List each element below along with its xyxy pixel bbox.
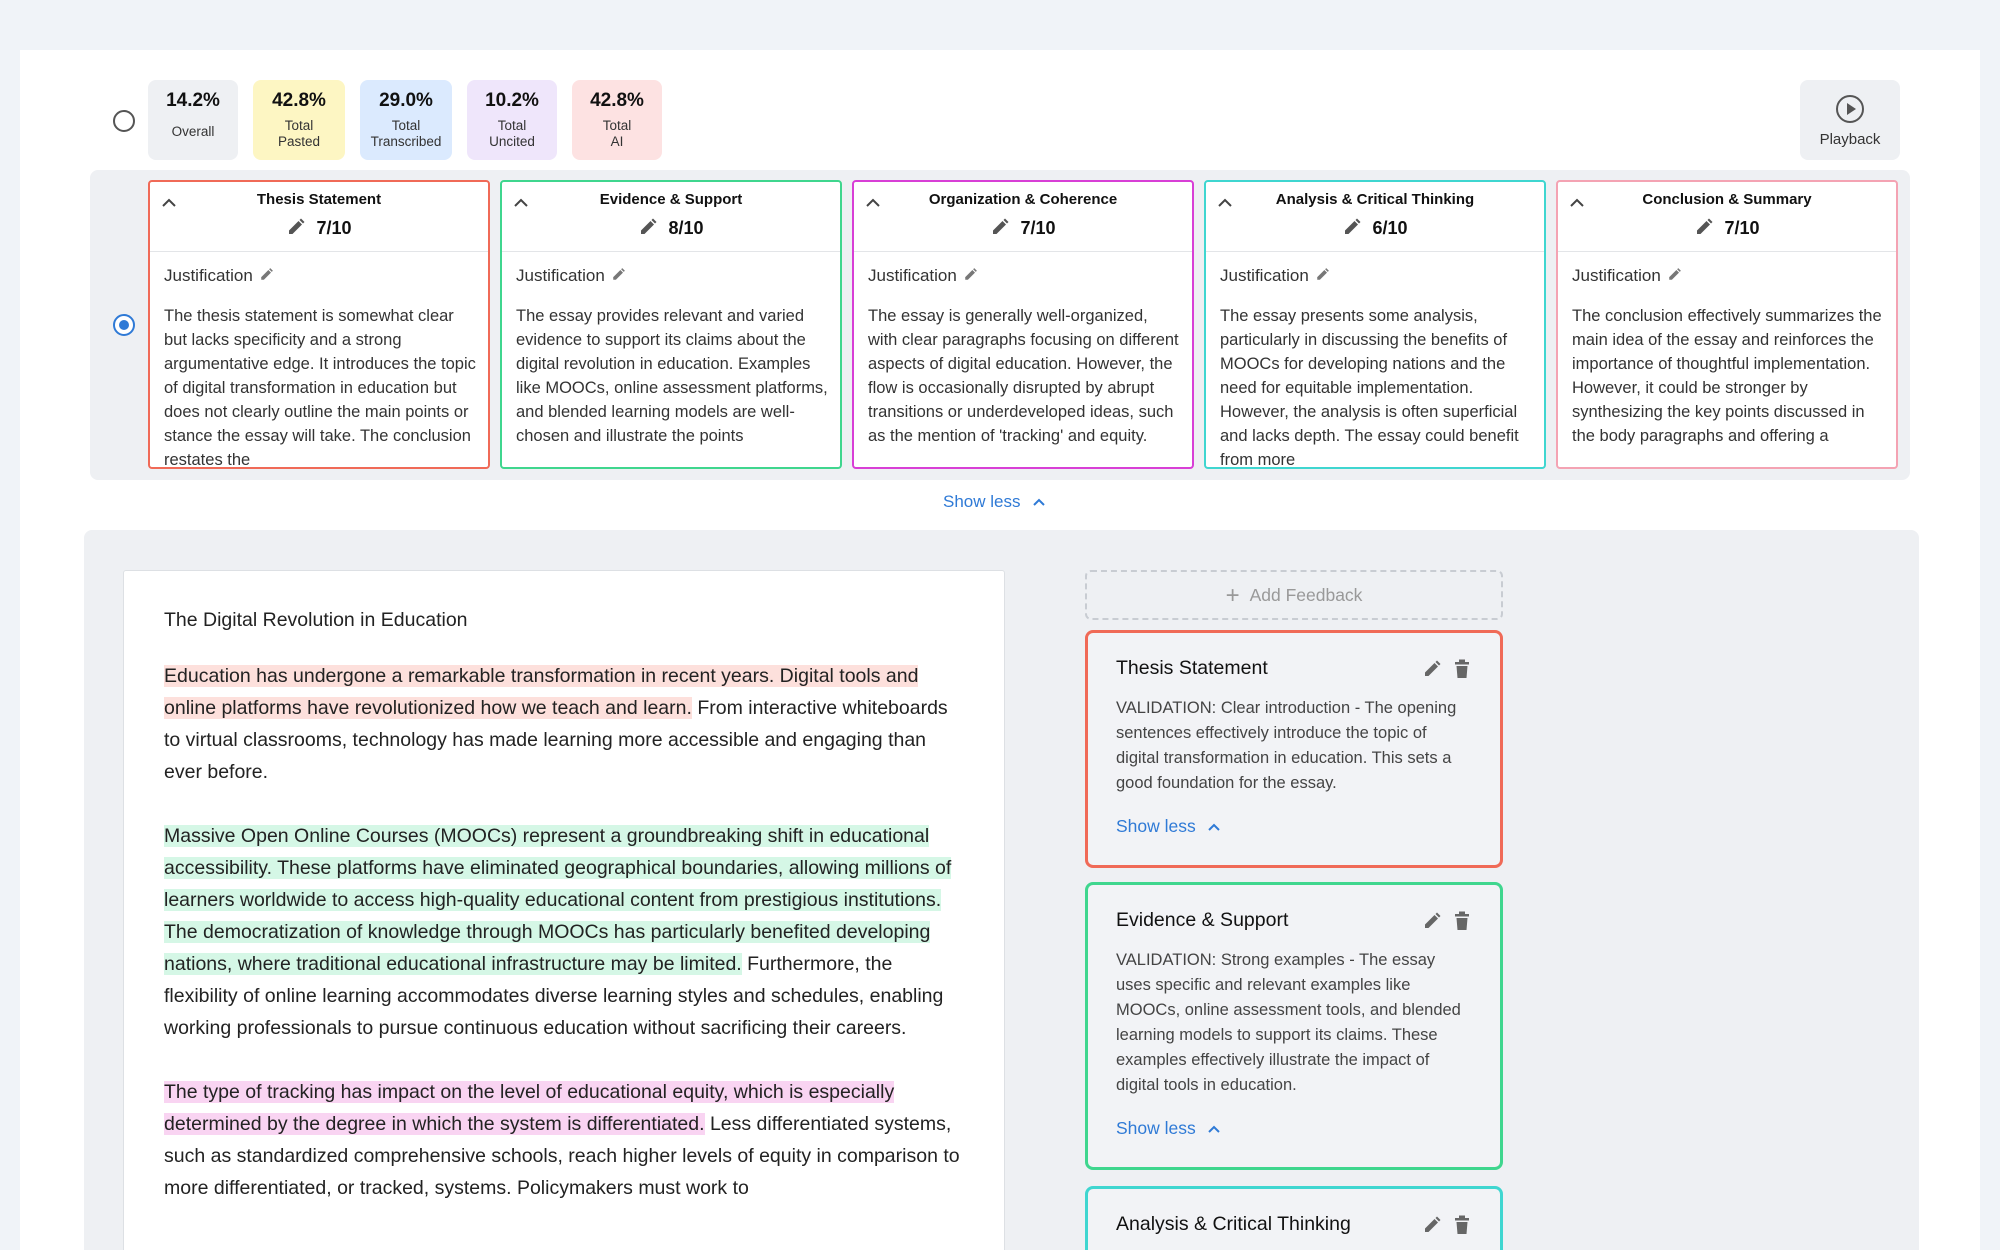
divider xyxy=(502,251,840,252)
criterion-card xyxy=(148,180,490,469)
pencil-icon[interactable] xyxy=(1667,267,1682,282)
divider xyxy=(1558,251,1896,252)
chevron-up-icon xyxy=(162,198,176,207)
essay-title: The Digital Revolution in Education xyxy=(164,609,468,631)
stat-label: Total Pasted xyxy=(277,118,321,149)
pencil-icon[interactable] xyxy=(1694,217,1714,237)
feedback-title: Evidence & Support xyxy=(1116,909,1289,931)
show-less-label: Show less xyxy=(943,492,1021,511)
play-circle-icon xyxy=(1835,94,1865,124)
stats-row xyxy=(148,80,662,160)
feedback-text: VALIDATION: Clear introduction - The opening sentences effectively introduce the topic of digital transformation in education. This sets a good foundation for the essay. xyxy=(1116,699,1457,792)
feedback-title: Thesis Statement xyxy=(1116,657,1268,679)
feedback-show-less-button[interactable] xyxy=(1116,816,1472,837)
chevron-up-icon xyxy=(1570,198,1584,207)
criteria-cards xyxy=(148,180,1898,469)
justification-text: The thesis statement is somewhat clear but lacks specificity and a strong argumentative edge. It introduces the topic of digital transformation in education but does not clearly outline the main points or stance the essay will take. The conclusion restates the xyxy=(164,307,476,469)
criterion-card xyxy=(1204,180,1546,469)
pencil-icon[interactable] xyxy=(259,267,274,282)
chevron-up-icon xyxy=(866,198,880,207)
score-value: 6/10 xyxy=(1372,218,1408,238)
collapse-button[interactable] xyxy=(866,194,880,212)
criterion-score xyxy=(502,217,840,239)
show-less-label: Show less xyxy=(1116,1118,1196,1138)
chevron-up-icon xyxy=(1208,823,1220,831)
plus-icon: + xyxy=(1225,582,1240,609)
justification-text: The essay provides relevant and varied evidence to support its claims about the digital revolution in education. Examples like MOOCs, online assessment platforms, and blended learning models are well-chosen and illustrate the points xyxy=(516,307,828,445)
trash-icon[interactable] xyxy=(1454,659,1470,679)
divider xyxy=(150,251,488,252)
chevron-up-icon xyxy=(514,198,528,207)
stat-label: Total AI xyxy=(602,118,632,149)
feedback-card xyxy=(1085,630,1503,868)
essay-document[interactable] xyxy=(123,570,1005,1250)
highlight-thesis[interactable]: Education has undergone a remarkable transformation in recent years. Digital tools and online platforms have revolutionized how we teach and learn. xyxy=(164,665,919,719)
collapse-button[interactable] xyxy=(1218,194,1232,212)
criterion-title: Evidence & Support xyxy=(599,191,743,208)
pencil-icon[interactable] xyxy=(990,217,1010,237)
feedback-show-less-button[interactable] xyxy=(1116,1118,1472,1139)
score-value: 7/10 xyxy=(316,218,352,238)
criterion-card xyxy=(500,180,842,469)
stat-label: Overall xyxy=(171,124,215,139)
criteria-row-radio[interactable] xyxy=(113,314,135,336)
justification-label: Justification xyxy=(164,266,253,285)
criterion-title: Organization & Coherence xyxy=(928,191,1118,208)
collapse-button[interactable] xyxy=(514,194,528,212)
criterion-title: Conclusion & Summary xyxy=(1642,191,1812,208)
essay-paragraph xyxy=(164,820,964,1044)
pencil-icon[interactable] xyxy=(286,217,306,237)
stat-value: 14.2% xyxy=(166,90,220,111)
justification-text: The essay presents some analysis, particularly in discussing the benefits of MOOCs for developing nations and the need for equitable implementation. However, the analysis is often superficial and lacks depth. The essay could benefit from more xyxy=(1220,307,1519,469)
essay-text: Less differentiated systems, such as standardized comprehensive schools, reach higher levels of equity in comparison to more differentiated, or tracked, systems. Policymakers must work to xyxy=(164,1113,960,1199)
show-less-button[interactable] xyxy=(943,492,1045,512)
criterion-score xyxy=(150,217,488,239)
stat-value: 10.2% xyxy=(485,90,539,111)
collapse-button[interactable] xyxy=(162,194,176,212)
criterion-card xyxy=(1556,180,1898,469)
add-feedback-button[interactable] xyxy=(1085,570,1503,620)
score-value: 8/10 xyxy=(668,218,704,238)
justification-text: The conclusion effectively summarizes the main idea of the essay and reinforces the importance of thoughtful implementation. However, it could be stronger by synthesizing the key points discussed in the body paragraphs and offering a xyxy=(1572,307,1882,445)
pencil-icon[interactable] xyxy=(611,267,626,282)
score-value: 7/10 xyxy=(1020,218,1056,238)
add-feedback-label: Add Feedback xyxy=(1249,585,1363,605)
feedback-title: Analysis & Critical Thinking xyxy=(1116,1213,1351,1235)
feedback-card xyxy=(1085,882,1503,1170)
criterion-score xyxy=(854,217,1192,239)
pencil-icon[interactable] xyxy=(1422,911,1442,931)
divider xyxy=(1206,251,1544,252)
criterion-score xyxy=(1558,217,1896,239)
stat-value: 42.8% xyxy=(590,90,644,111)
trash-icon[interactable] xyxy=(1454,1215,1470,1235)
justification-heading xyxy=(1220,266,1544,286)
highlight-organization[interactable]: The type of tracking has impact on the level of educational equity, which is especially determined by the degree in which the system is differentiated. xyxy=(164,1081,895,1135)
pencil-icon[interactable] xyxy=(1315,267,1330,282)
chevron-up-icon xyxy=(1033,498,1045,506)
criterion-score xyxy=(1206,217,1544,239)
justification-label: Justification xyxy=(516,266,605,285)
stat-overall xyxy=(148,80,238,160)
feedback-actions xyxy=(1422,911,1470,931)
criterion-title: Thesis Statement xyxy=(256,191,382,208)
stat-label: Total Uncited xyxy=(489,118,535,149)
feedback-card xyxy=(1085,1186,1503,1250)
justification-label: Justification xyxy=(868,266,957,285)
stat-total-uncited xyxy=(467,80,557,160)
justification-heading xyxy=(868,266,1192,286)
feedback-actions xyxy=(1422,1215,1470,1235)
trash-icon[interactable] xyxy=(1454,911,1470,931)
criterion-card xyxy=(852,180,1194,469)
stats-row-radio[interactable] xyxy=(113,110,135,132)
essay-paragraph xyxy=(164,660,964,788)
stat-total-transcribed xyxy=(360,80,452,160)
pencil-icon[interactable] xyxy=(638,217,658,237)
collapse-button[interactable] xyxy=(1570,194,1584,212)
stat-value: 29.0% xyxy=(379,90,433,111)
justification-label: Justification xyxy=(1220,266,1309,285)
feedback-text: VALIDATION: Strong examples - The essay uses specific and relevant examples like MOOCs, online assessment tools, and blended learning models to support its claims. These examples effectively illustrate the impact of digital tools in education. xyxy=(1116,951,1461,1094)
criterion-title: Analysis & Critical Thinking xyxy=(1275,191,1475,208)
feedback-actions xyxy=(1422,659,1470,679)
justification-label: Justification xyxy=(1572,266,1661,285)
app-frame xyxy=(20,50,1980,1250)
stat-total-ai xyxy=(572,80,662,160)
justification-heading xyxy=(1572,266,1896,286)
essay-text: From interactive whiteboards to virtual classrooms, technology has made learning more accessible and engaging than ever before. xyxy=(164,697,948,783)
playback-label: Playback xyxy=(1819,131,1881,148)
stat-total-pasted xyxy=(253,80,345,160)
score-value: 7/10 xyxy=(1724,218,1760,238)
justification-heading xyxy=(164,266,488,286)
divider xyxy=(854,251,1192,252)
essay-text: Furthermore, the flexibility of online learning accommodates diverse learning styles and schedules, enabling working professionals to pursue continuous education without sacrificing their careers. xyxy=(164,953,944,1039)
essay-paragraph xyxy=(164,1076,964,1204)
justification-heading xyxy=(516,266,840,286)
show-less-label: Show less xyxy=(1116,816,1196,836)
pencil-icon[interactable] xyxy=(1342,217,1362,237)
pencil-icon[interactable] xyxy=(1422,1215,1442,1235)
stat-value: 42.8% xyxy=(272,90,326,111)
stat-label: Total Transcribed xyxy=(370,118,442,149)
pencil-icon[interactable] xyxy=(1422,659,1442,679)
highlight-evidence[interactable]: Massive Open Online Courses (MOOCs) represent a groundbreaking shift in educational accessibility. These platforms have eliminated geographical boundaries, allowing millions of learners worldwide to access high-quality educational content from prestigious institutions. The democratization of knowledge through MOOCs has particularly benefited developing nations, where traditional educational infrastructure may be limited. xyxy=(164,825,952,975)
playback-button[interactable] xyxy=(1800,80,1900,160)
justification-text: The essay is generally well-organized, with clear paragraphs focusing on different aspects of digital education. However, the flow is occasionally disrupted by abrupt transitions or underdeveloped ideas, such as the mention of 'tracking' and equity. xyxy=(868,307,1179,445)
pencil-icon[interactable] xyxy=(963,267,978,282)
chevron-up-icon xyxy=(1208,1125,1220,1133)
chevron-up-icon xyxy=(1218,198,1232,207)
